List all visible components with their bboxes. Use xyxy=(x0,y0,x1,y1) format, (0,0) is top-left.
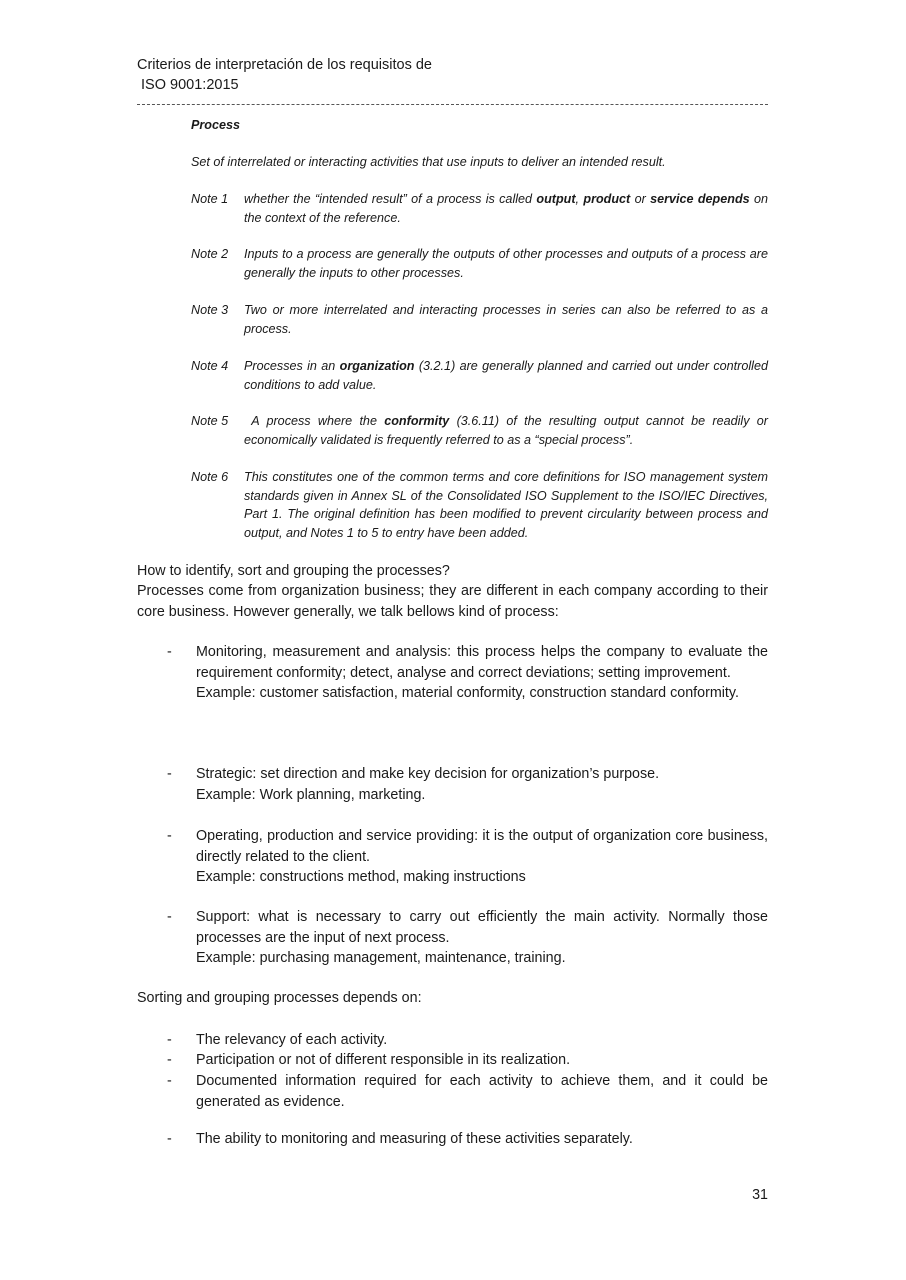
definition-text: Set of interrelated or interacting activities that use inputs to deliver an intended result. xyxy=(191,155,666,169)
note-text-segment: (3.2.1) are generally planned and carried out under controlled conditions to add value. xyxy=(244,359,772,392)
bullet-dash: - xyxy=(167,1131,172,1147)
process-type-example: Example: purchasing management, maintenance, training. xyxy=(196,950,566,966)
note-text-segment: , xyxy=(575,192,584,206)
note-text-segment: (3.6.11) of the resulting output cannot be readily or economically validated is frequently referred to as a “special process”. xyxy=(244,414,772,447)
note-text-segment: or xyxy=(630,192,651,206)
process-type-item xyxy=(196,764,768,805)
note-label: Note 4 xyxy=(191,359,229,373)
bullet-dash: - xyxy=(167,644,172,660)
note-bold-term: service depends xyxy=(650,192,750,206)
note-text-segment: whether the “intended result” of a process is called xyxy=(244,192,537,206)
note-text xyxy=(244,301,772,338)
note-bold-term: output xyxy=(536,192,576,206)
section-intro: Processes come from organization business; they are different in each company according to their core business. However generally, we talk bellows kind of process: xyxy=(137,583,768,620)
note-text-segment: on the context of the reference. xyxy=(244,192,772,225)
note-text-segment: Processes in an xyxy=(244,359,340,373)
note-label: Note 5 xyxy=(191,414,229,428)
process-type-item xyxy=(196,826,768,888)
process-type-item xyxy=(196,642,768,704)
note-label: Note 6 xyxy=(191,470,229,484)
note-text xyxy=(244,245,772,282)
bullet-dash: - xyxy=(167,909,172,925)
sorting-criterion: Documented information required for each activity to achieve them, and it could be generated as evidence. xyxy=(196,1073,768,1110)
definition-term: Process xyxy=(191,118,241,132)
process-type-description: Operating, production and service providing: it is the output of organization core business, directly related to the client. xyxy=(196,828,768,865)
bullet-dash: - xyxy=(167,828,172,844)
note-bold-term: product xyxy=(583,192,631,206)
header-divider xyxy=(137,104,768,105)
bullet-dash: - xyxy=(167,1032,172,1048)
note-text xyxy=(244,468,772,542)
note-text-segment: This constitutes one of the common terms and core definitions for ISO management system standards given in Annex SL of the Consolidated ISO Supplement to the ISO/IEC Directives, Part 1. The original definition has been modified to prevent circularity between process and output, and Notes 1 to 5 to entry have been added. xyxy=(244,470,772,540)
note-bold-term: organization xyxy=(339,359,415,373)
note-text xyxy=(244,412,772,449)
process-type-description: Support: what is necessary to carry out efficiently the main activity. Normally those processes are the input of next process. xyxy=(196,909,768,946)
note-text-segment: Two or more interrelated and interacting processes in series can also be referred to as a process. xyxy=(244,303,772,336)
sorting-heading: Sorting and grouping processes depends on: xyxy=(137,990,422,1006)
sorting-criterion: Participation or not of different responsible in its realization. xyxy=(196,1052,571,1068)
note-label: Note 3 xyxy=(191,303,229,317)
note-text xyxy=(244,190,772,227)
section-heading: How to identify, sort and grouping the processes? xyxy=(137,563,450,579)
bullet-dash: - xyxy=(167,1052,172,1068)
process-type-description: Monitoring, measurement and analysis: this process helps the company to evaluate the requirement conformity; detect, analyse and correct deviations; setting improvement. xyxy=(196,644,768,681)
note-text-segment: Inputs to a process are generally the outputs of other processes and outputs of a process are generally the inputs to other processes. xyxy=(244,247,772,280)
bullet-dash: - xyxy=(167,766,172,782)
note-label: Note 1 xyxy=(191,192,229,206)
header-title-line1: Criterios de interpretación de los requisitos de xyxy=(137,57,432,73)
note-text-segment: A process where the xyxy=(244,414,385,428)
process-type-description: Strategic: set direction and make key decision for organization’s purpose. xyxy=(196,766,660,782)
note-label: Note 2 xyxy=(191,247,229,261)
bullet-dash: - xyxy=(167,1073,172,1089)
note-bold-term: conformity xyxy=(384,414,450,428)
sorting-criterion: The relevancy of each activity. xyxy=(196,1032,388,1048)
note-text xyxy=(244,357,772,394)
process-type-example: Example: Work planning, marketing. xyxy=(196,786,426,803)
process-type-item xyxy=(196,907,768,969)
sorting-criterion: The ability to monitoring and measuring of these activities separately. xyxy=(196,1131,633,1147)
header-title-line2: ISO 9001:2015 xyxy=(137,77,239,93)
process-type-example: Example: constructions method, making instructions xyxy=(196,869,526,885)
page-number: 31 xyxy=(752,1187,768,1203)
process-type-example: Example: customer satisfaction, material conformity, construction standard conformity. xyxy=(196,685,739,701)
